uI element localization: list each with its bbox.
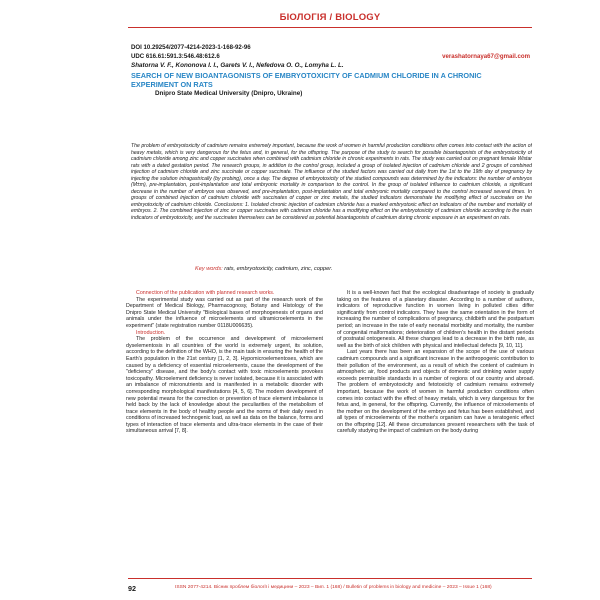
connection-heading: Connection of the publication with planned research works. bbox=[136, 290, 275, 296]
intro-heading: Introduction. bbox=[136, 329, 166, 336]
keywords-label: Key words: bbox=[195, 266, 223, 272]
abstract: The problem of embryotoxicity of cadmium remains extremely important, because the work of women in harmful production conditions often comes into contact with the action of heavy metals, which is very dangerous for the fetus and, in general, for the offspring. The purpose of the study to search for possible bioantagonists of the embryotoxicity of cadmium chloride among zinc and copper succinates when combined with cadmium chloride in chronic experiments in rats. The study was carried out on pregnant female Wistar rats with a dated gestation period. The research groups, in addition to the control group, included a group of isolated injection of cadmium chloride and 2 groups of combined injection of cadmium chloride and zinc succinate or copper succinate. The influence of the studied factors was carried out daily from the 1st to the 19th day of pregnancy by injecting the solution intragastrically (by probing), once a day. The degree of embryotoxicity of the studied compounds was determined by the indicators: the number of embryos (M±m), pre-implantation, post-implantation and total embryonic mortality in comparison to the control. In the group of isolated influence to cadmium chloride, a significant decrease in the number of embryos was observed, and pre-implantation, post-implantation and total embryonic mortality compared to the control increased several times. In groups of combined injection of cadmium chloride with succinates of copper or zinc metals, the studied indicators demonstrate the modifying effect of succinates on the embryotoxicity of cadmium chloride. Conclusions: 1. Isolated chronic injection of cadmium chloride has a marked embryotoxic effect on indicators of the number and mortality of embryos. 2. The combined injection of zinc or copper succinates with cadmium chloride has a modifying effect on the embryotoxicity of cadmium chloride according to the main indicators of embryotoxicity, and the succinates themselves can be considered as potential bioantagonists of cadmium during chronic exposure in an experiment on rats. bbox=[131, 143, 532, 222]
footer-text: ISSN 2077-4214. Вісник проблем біології і медицини – 2023 – Вип. 1 (168) / Bulletin of problems in biology and medicine – 2023 – Issue 1 (168) bbox=[175, 585, 492, 590]
left-column bbox=[126, 290, 323, 566]
intro-text: The problem of the occurrence and development of microelement dyselementosis in all countries of the world is extremely urgent, its solution, according to the definition of the WHO, is the main task in ensuring the health of the Earth's population in the 21st century [1, 2, 3]. Hypomicroelementoses, which are caused by a deficiency of essential microelements, cause the development of the "deficiency" disease, and the body's contact with toxic microelements provokes toxicopathy. Microelement deficiency is never isolated, because it is associated with an imbalance of micronutrients and is manifested in a metabolic disorder with corresponding morphological manifestations [4, 5, 6]. The modern development of new potential means for the correction or prevention of trace element imbalance is held back by the lack of knowledge about the peculiarities of the metabolism of trace elements in the body of healthy people and the norms of their daily need in conditions of increased technogenic load, as well as data on the balance, forms and types of interaction of trace elements and ultra-trace elements in the case of their simultaneous arrival [7, 8]. bbox=[126, 336, 323, 435]
right-para-2: Last years there has been an expansion of the scope of the use of various cadmium compounds and a significant increase in the anthropogenic contribution to their pollution of the environment, as a result of which the content of cadmium in atmospheric air, food products and objects of domestic and drinking water supply exceeds permissible standards in a number of regions of our country and abroad. The problem of embryotoxicity and fetotoxicity of cadmium remains extremely important, because the work of women in harmful production conditions often comes into contact with the effect of heavy metals, which is very dangerous for the fetus and, in general, for the offspring. Currently, the influence of microelements of the mother on the development of the embryo and fetus has been established, and all types of microelements of the mother's organism can have a teratogenic effect on the offspring [12]. All these circumstances present researchers with the task of carefully studying the impact of cadmium on the body during bbox=[337, 349, 534, 435]
affiliation: Dnipro State Medical University (Dnipro, Ukraine) bbox=[155, 90, 303, 97]
connection-text: The experimental study was carried out as part of the research work of the Department of Medical Biology, Pharmacognosy, Botany and Histology of the Dnipro State Medical University "Biological bases of morphogenesis of organs and animals under the influence of microelements and ultramicroelements in the experiment" (state registration number 0118U006635). bbox=[126, 296, 323, 329]
header-rule bbox=[128, 27, 532, 28]
keywords-text: rats, embryotoxicity, cadmium, zinc, copper. bbox=[224, 266, 333, 272]
footer-rule bbox=[128, 578, 532, 579]
udc: UDC 616.61:591.3:546.48:612.6 bbox=[131, 53, 220, 60]
right-para-1: It is a well-known fact that the ecological disadvantage of society is gradually taking on the features of a planetary disaster. According to a number of authors, indicators of reproductive function in women living in polluted cities differ significantly from control indicators. They have the same orientation in the form of increasing the number of complications of pregnancy, childbirth and the postpartum period; an increase in the rate of early neonatal morbidity and mortality, the number of congenital malformations; deterioration of children's health in the distant periods of postnatal ontogenesis. All these changes lead to a decrease in the birth rate, as well as the birth of sick children with physical and intellectual defects [9, 10, 11]. bbox=[337, 290, 534, 349]
page-number: 92 bbox=[128, 584, 136, 593]
author-email[interactable]: verashatornaya67@gmail.com bbox=[442, 53, 530, 60]
right-column bbox=[337, 290, 534, 566]
article-title: SEARCH OF NEW BIOANTAGONISTS OF EMBRYOTOXICITY OF CADMIUM CHLORIDE IN A CHRONIC EXPERIMENT ON RATS bbox=[131, 71, 482, 89]
authors: Shatorna V. F., Kononova I. I., Garets V. I., Nefedova O. O., Lomyha L. L. bbox=[131, 62, 344, 69]
keywords bbox=[195, 266, 332, 272]
section-header: БІОЛОГІЯ / BIOLOGY bbox=[279, 12, 381, 23]
abstract-block bbox=[131, 143, 532, 253]
doi[interactable]: DOI 10.29254/2077-4214-2023-1-168-92-96 bbox=[131, 44, 251, 51]
